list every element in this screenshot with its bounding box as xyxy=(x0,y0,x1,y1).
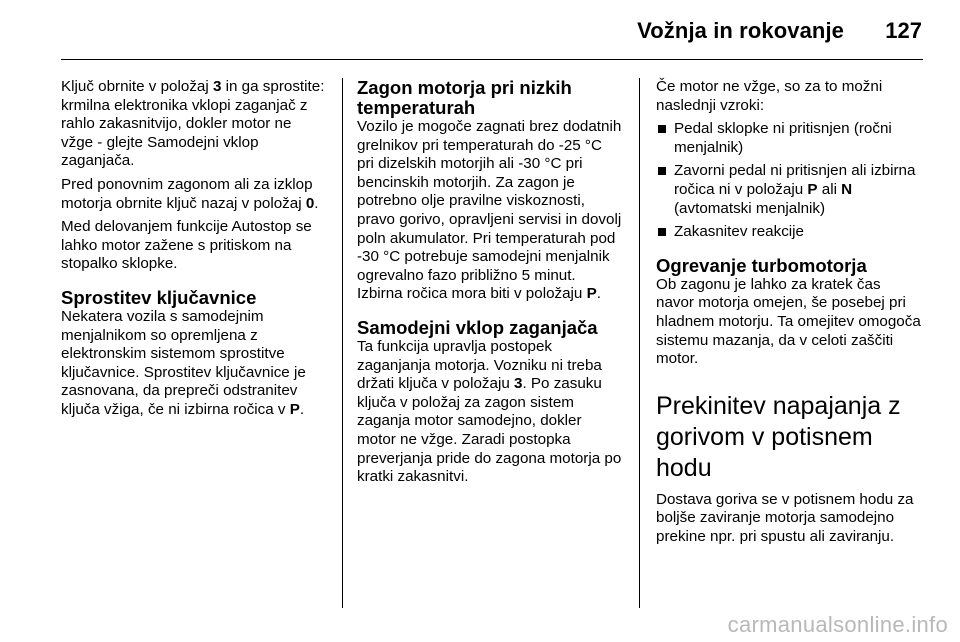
paragraph-auto-starter: Ta funkcija upravlja postopek zaganjanja motorja. Vozniku ni treba držati ključa v položaju 3. Po zasuku ključa v položaj za zagon sistem zaganja motor samodejno, dokler motor ne vžge. Zaradi postopka preverjanja pride do zagona motorja po kratki zakasnitvi. xyxy=(357,337,622,486)
column-divider xyxy=(639,78,640,608)
paragraph-fuel-cutoff: Dostava goriva se v potisnem hodu za boljše zaviranje motorja samodejno prekine npr. pri spustu ali zaviranju. xyxy=(656,490,914,545)
paragraph-autostop: Med delovanjem funkcije Autostop se lahko motor zažene s pritiskom na stopalko sklopke. xyxy=(61,218,312,273)
heading-fuel-cutoff: Prekinitev napajanja z gorivom v potisnem hodu xyxy=(656,391,901,482)
column-3 xyxy=(656,78,922,552)
column-divider xyxy=(342,78,343,608)
column-1 xyxy=(61,78,327,425)
paragraph-cold-start: Vozilo je mogoče zagnati brez dodatnih grelnikov pri temperaturah do -25 °C pri dizelskih motorjih ali -30 °C pri bencinskih motorjih. Za zagon je potrebno olje pravilne viskoznosti, pravo gorivo, opravljeni servisi in dovolj poln akumulator. Pri temperaturah pod -30 °C potrebuje samodejni menjalnik ogrevalno fazo približno 5 minut. Izbirna ročica mora biti v položaju P. xyxy=(357,118,622,303)
page-number: 127 xyxy=(885,18,922,43)
paragraph-causes-intro: Če motor ne vžge, so za to možni naslednji vzroki: xyxy=(656,78,883,114)
watermark: carmanualsonline.info xyxy=(727,612,948,637)
heading-key-release: Sprostitev ključavnice xyxy=(61,286,257,308)
page-header xyxy=(0,0,960,62)
header-rule xyxy=(61,59,923,60)
list-item: Zavorni pedal ni pritisnjen ali izbirna ročica ni v položaju P ali N (avtomatski menjalnik) xyxy=(656,162,922,218)
paragraph-key-start: Ključ obrnite v položaj 3 in ga sprostite: krmilna elektronika vklopi zaganjač z rahlo zakasnitvijo, dokler motor ne vžge - glejte Samodejni vklop zaganjača. xyxy=(61,78,325,170)
list-item: Pedal sklopke ni pritisnjen (ročni menjalnik) xyxy=(656,120,922,157)
paragraph-key-off: Pred ponovnim zagonom ali za izklop motorja obrnite ključ nazaj v položaj 0. xyxy=(61,175,319,212)
paragraph-turbo-warmup: Ob zagonu je lahko za kratek čas navor motorja omejen, še posebej pri hladnem motorju. Ta omejitev omogoča sistemu mazanja, da v celoti zaščiti motor. xyxy=(656,275,921,368)
heading-auto-starter: Samodejni vklop zaganjača xyxy=(357,316,598,338)
list-item: Zakasnitev reakcije xyxy=(656,223,922,242)
heading-turbo-warmup: Ogrevanje turbomotorja xyxy=(656,254,867,276)
column-2 xyxy=(357,78,623,492)
causes-list xyxy=(656,120,922,242)
section-title: Vožnja in rokovanje xyxy=(637,18,844,43)
heading-cold-start: Zagon motorja pri nizkih temperaturah xyxy=(357,77,572,118)
paragraph-key-release: Nekatera vozila s samodejnim menjalnikom so opremljena z elektronskim sistemom sprostitve ključavnice. Sprostitev ključavnice je zasnovana, da prepreči odstranitev ključa vžiga, če ni izbirna ročica v P. xyxy=(61,307,306,418)
